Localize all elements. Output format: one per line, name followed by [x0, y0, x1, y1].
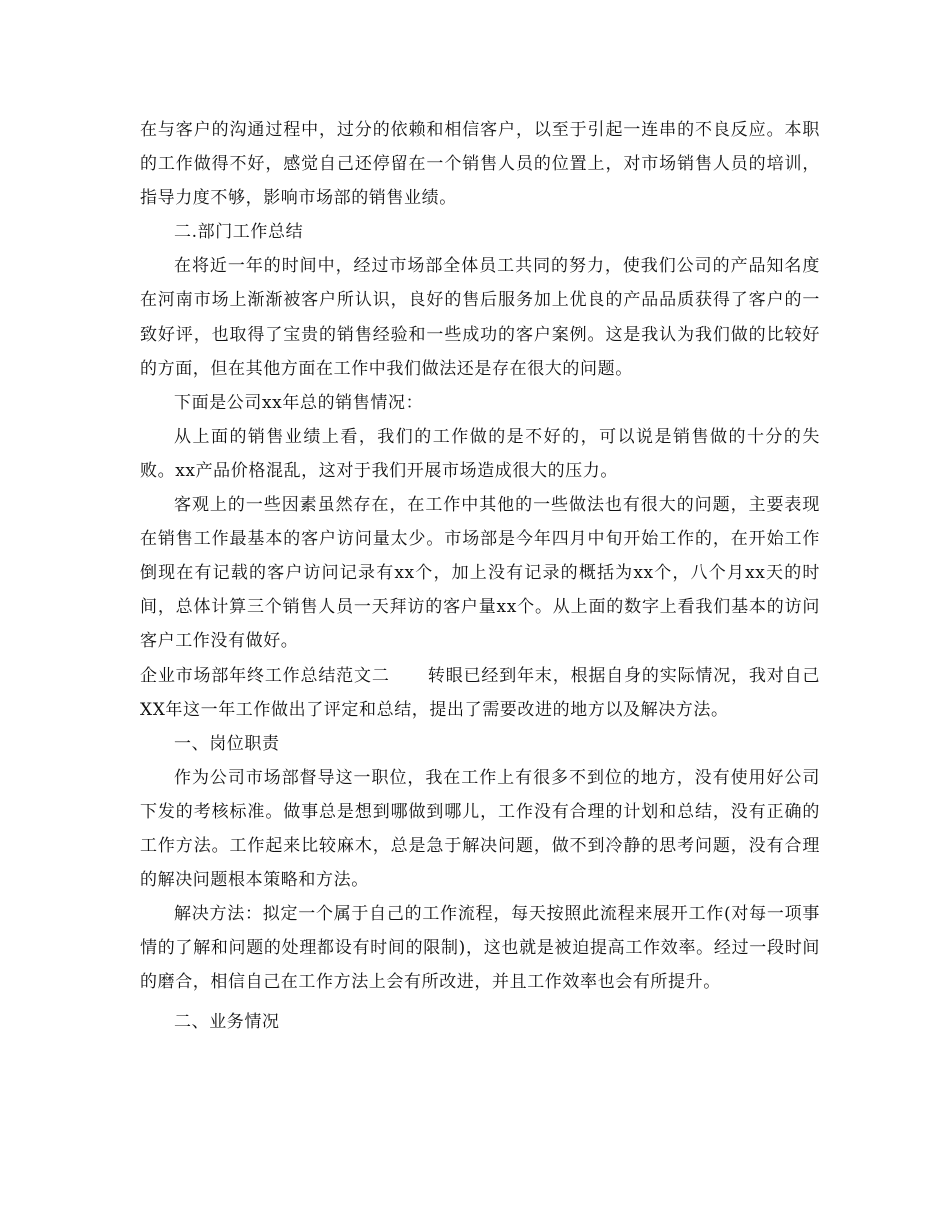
paragraph-sales-performance: 从上面的销售业绩上看，我们的工作做的是不好的，可以说是销售做的十分的失败。xx产品价格混乱，这对于我们开展市场造成很大的压力。 — [140, 426, 820, 481]
paragraph-client-visits: 客观上的一些因素虽然存在，在工作中其他的一些做法也有很大的问题，主要表现在销售工作最基本的客户访问量太少。市场部是今年四月中旬开始工作的，在开始工作倒现在有记载的客户访问记录有xx个，加上没有记录的概括为xx个，八个月xx天的时间，总体计算三个销售人员一天拜访的客户量xx个。从上面的数字上看我们基本的访问客户工作没有做好。 — [140, 495, 820, 652]
section-heading-department-summary: 二.部门工作总结 — [174, 222, 304, 243]
paragraph-client-communication: 在与客户的沟通过程中，过分的依赖和相信客户，以至于引起一连串的不良反应。本职的工作做得不好，感觉自己还停留在一个销售人员的位置上，对市场销售人员的培训，指导力度不够，影响市场部的销售业绩。 — [140, 120, 820, 209]
sample-two-intro: 转眼已经到年末，根据自身的实际情况，我对自己XX年这一年工作做出了评定和总结，提出了需要改进的地方以及解决方法。 — [140, 665, 820, 720]
sample-two-title: 企业市场部年终工作总结范文二 — [140, 665, 390, 686]
section-heading-business: 二、业务情况 — [174, 1012, 280, 1033]
paragraph-sample-two — [140, 659, 820, 727]
paragraph-job-duties: 作为公司市场部督导这一职位，我在工作上有很多不到位的地方，没有使用好公司下发的考核标准。做事总是想到哪做到哪儿，工作没有合理的计划和总结，没有正确的工作方法。工作起来比较麻木，总是急于解决问题，做不到冷静的思考问题，没有合理的解决问题根本策略和方法。 — [140, 767, 820, 891]
section-heading-job-duties: 一、岗位职责 — [174, 733, 280, 754]
paragraph-solution: 解决方法：拟定一个属于自己的工作流程，每天按照此流程来展开工作(对每一项事情的了解和问题的处理都设有时间的限制)，这也就是被迫提高工作效率。经过一段时间的磨合，相信自己在工作方法上会有所改进，并且工作效率也会有所提升。 — [140, 904, 820, 993]
paragraph-year-review: 在将近一年的时间中，经过市场部全体员工共同的努力，使我们公司的产品知名度在河南市场上渐渐被客户所认识，良好的售后服务加上优良的产品品质获得了客户的一致好评，也取得了宝贵的销售经验和一些成功的客户案例。这是我认为我们做的比较好的方面，但在其他方面在工作中我们做法还是存在很大的问题。 — [140, 256, 820, 379]
paragraph-sales-intro: 下面是公司xx年总的销售情况： — [174, 392, 424, 413]
document-body — [140, 113, 820, 1040]
